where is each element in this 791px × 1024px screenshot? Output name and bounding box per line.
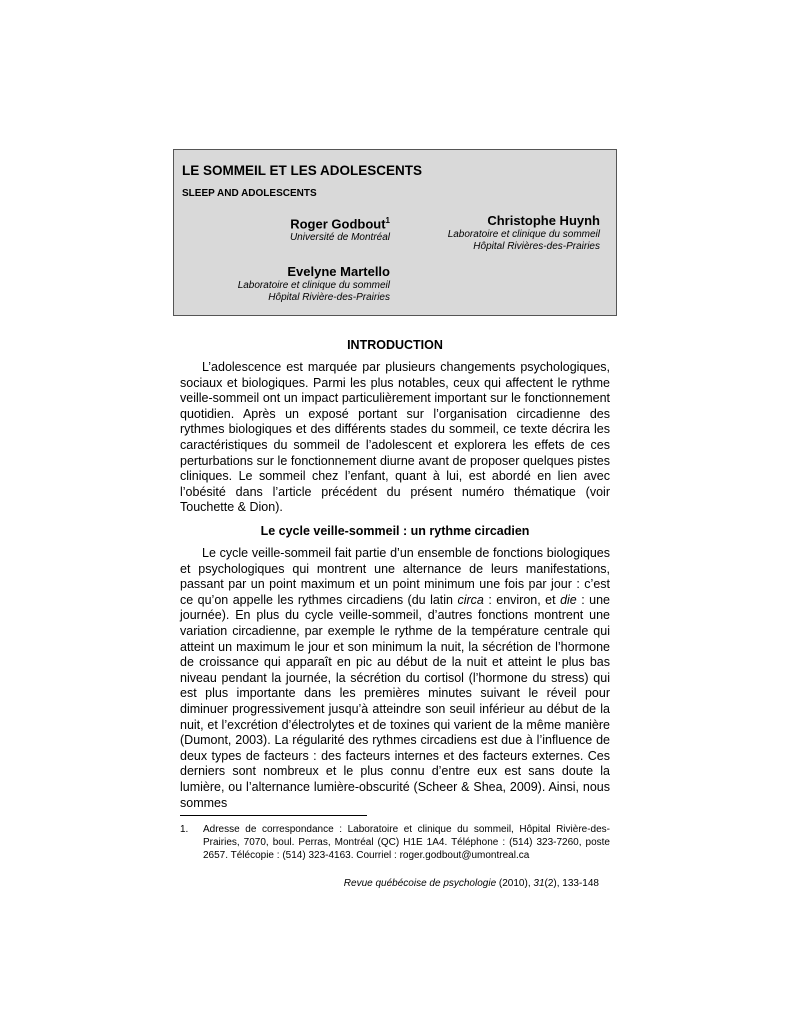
author-affiliation: Hôpital Rivière-des-Prairies: [268, 292, 390, 303]
article-header-box: [173, 149, 617, 316]
author-name: Christophe Huynh: [487, 213, 600, 228]
footnote-marker: 1: [385, 216, 390, 225]
journal-name: Revue québécoise de psychologie: [343, 878, 497, 889]
author-affiliation: Université de Montréal: [289, 232, 390, 244]
footnote-text: Adresse de correspondance : Laboratoire et clinique du sommeil, Hôpital Rivière-des-Prairies, 7070, boul. Perras, Montréal (QC) H1E 1A4. Téléphone : (514) 323-7260, poste 2657. Télécopie : (514) 323-4163. Courriel : roger.godbout@umontreal.ca: [203, 824, 610, 861]
author-huynh: [448, 213, 600, 253]
article-title: LE SOMMEIL ET LES ADOLESCENTS: [182, 163, 423, 178]
article-subtitle: SLEEP AND ADOLESCENTS: [182, 188, 317, 199]
author-affiliation: Laboratoire et clinique du sommeil: [447, 229, 600, 240]
circadian-paragraph: Le cycle veille-sommeil fait partie d’un ensemble de fonctions biologiques et psychologiques qui montrent une alternance de leurs manifestations, passant par un point maximum et un point minimum une fois par jour : c’est ce qu’on appelle les rythmes circadiens (du latin circa : environ, et die : une journée). En plus du cycle veille-sommeil, d’autres fonctions montrent une variation circadienne, par exemple le rythme de la température centrale qui atteint un maximum le jour et son minimum la nuit, la sécrétion de l’hormone de croissance qui apparaît en pic au début de la nuit et atteint le plus bas niveau pendant la journée, la sécrétion du cortisol (l’hormone du stress) qui est plus importante dans les premières minutes suivant le réveil pour diminuer progressivement jusqu’à atteindre son seuil inférieur au début de la nuit, et l’excrétion d’électrolytes et de toxines qui varient de la même manière (Dumont, 2003). La régularité des rythmes circadiens est due à l’influence de deux types de facteurs : des facteurs internes et des facteurs externes. Ces derniers sont nombreux et le plus connu d’entre eux est sans doute la lumière, ou l’alternance lumière-obscurité (Scheer & Shea, 2009). Ainsi, nous sommes: [180, 546, 610, 810]
latin-term-die: die: [560, 592, 577, 607]
author-martello: [238, 264, 390, 304]
intro-paragraph: L’adolescence est marquée par plusieurs changements psychologiques, sociaux et biologiques. Parmi les plus notables, ceux qui affectent le rythme veille-sommeil ont un impact particulièrement important sur le fonctionnement quotidien. Après un exposé portant sur l’organisation circadienne des rythmes biologiques et des différents stades du sommeil, ce texte décrira les caractéristiques du sommeil de l’adolescent et explorera les effets de ces perturbations sur le fonctionnement diurne avant de proposer quelques pistes cliniques. Le sommeil chez l’enfant, quant à lui, est abordé en lien avec l’obésité dans l’article précédent du présent numéro thématique (voir Touchette & Dion).: [180, 360, 610, 515]
journal-citation: Revue québécoise de psychologie (2010), 31(2), 133-148: [343, 878, 599, 889]
author-name: Evelyne Martello: [287, 264, 390, 279]
footnote: [180, 823, 610, 862]
section-heading-circadian: Le cycle veille-sommeil : un rythme circadien: [260, 524, 530, 538]
latin-term-circa: circa: [457, 592, 484, 607]
author-affiliation: Hôpital Rivières-des-Prairies: [473, 241, 600, 252]
footnote-number: 1.: [180, 824, 189, 835]
intro-heading: INTRODUCTION: [347, 338, 443, 352]
author-name: Roger Godbout: [290, 216, 386, 232]
author-affiliation: Laboratoire et clinique du sommeil: [237, 280, 390, 291]
author-godbout: [290, 213, 390, 244]
journal-volume: 31: [533, 878, 545, 889]
footnote-divider: [180, 815, 367, 816]
